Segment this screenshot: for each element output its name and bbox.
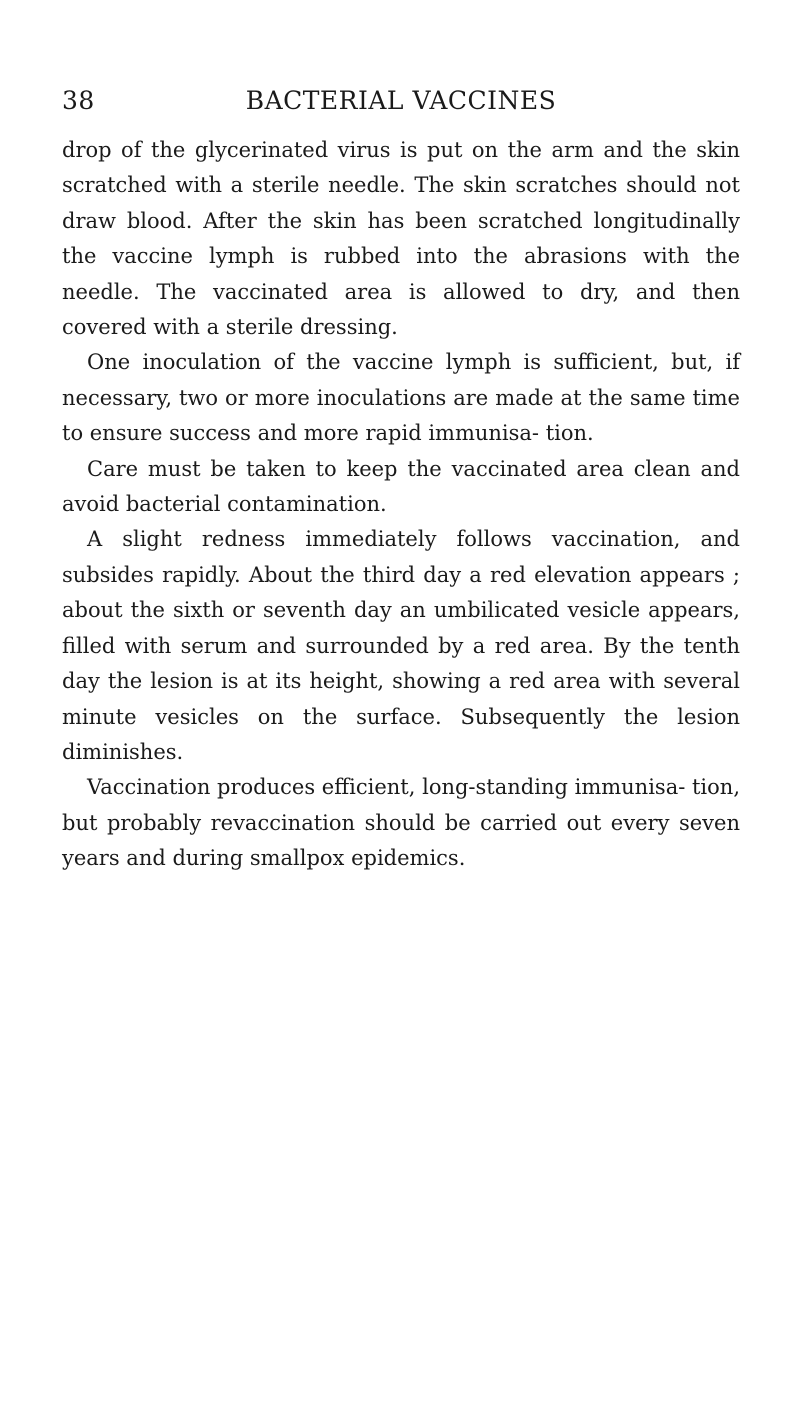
page-number: 38 xyxy=(62,86,95,115)
paragraph: One inoculation of the vaccine lymph is sufficient, but, if necessary, two or more inoculations are made at the same time to ensure success and more rapid immunisa- tion. xyxy=(62,350,740,446)
paragraph-continued: drop of the glycerinated virus is put on the arm and the skin scratched with a sterile needle. The skin scratches should not draw blood. After the skin has been scratched longitudinally the vaccine lymph is rubbed into the abrasions with the needle. The vaccinated area is allowed to dry, and then covered with a sterile dressing. xyxy=(62,138,740,340)
paragraph: Care must be taken to keep the vaccinated area clean and avoid bacterial contamination. xyxy=(62,456,740,517)
paragraph: Vaccination produces efficient, long-standing immunisa- tion, but probably revaccination should be carried out every seven years and during smallpox epidemics. xyxy=(62,775,740,871)
paragraph: A slight redness immediately follows vaccination, and subsides rapidly. About the third day a red elevation appears ; about the sixth or seventh day an umbilicated vesicle appears, filled with serum and surrounded by a red area. By the tenth day the lesion is at its height, showing a red area with several minute vesicles on the surface. Subsequently the lesion diminishes. xyxy=(62,527,740,764)
running-title: BACTERIAL VACCINES xyxy=(245,86,557,115)
body-text xyxy=(62,133,740,877)
page-header xyxy=(62,86,740,120)
